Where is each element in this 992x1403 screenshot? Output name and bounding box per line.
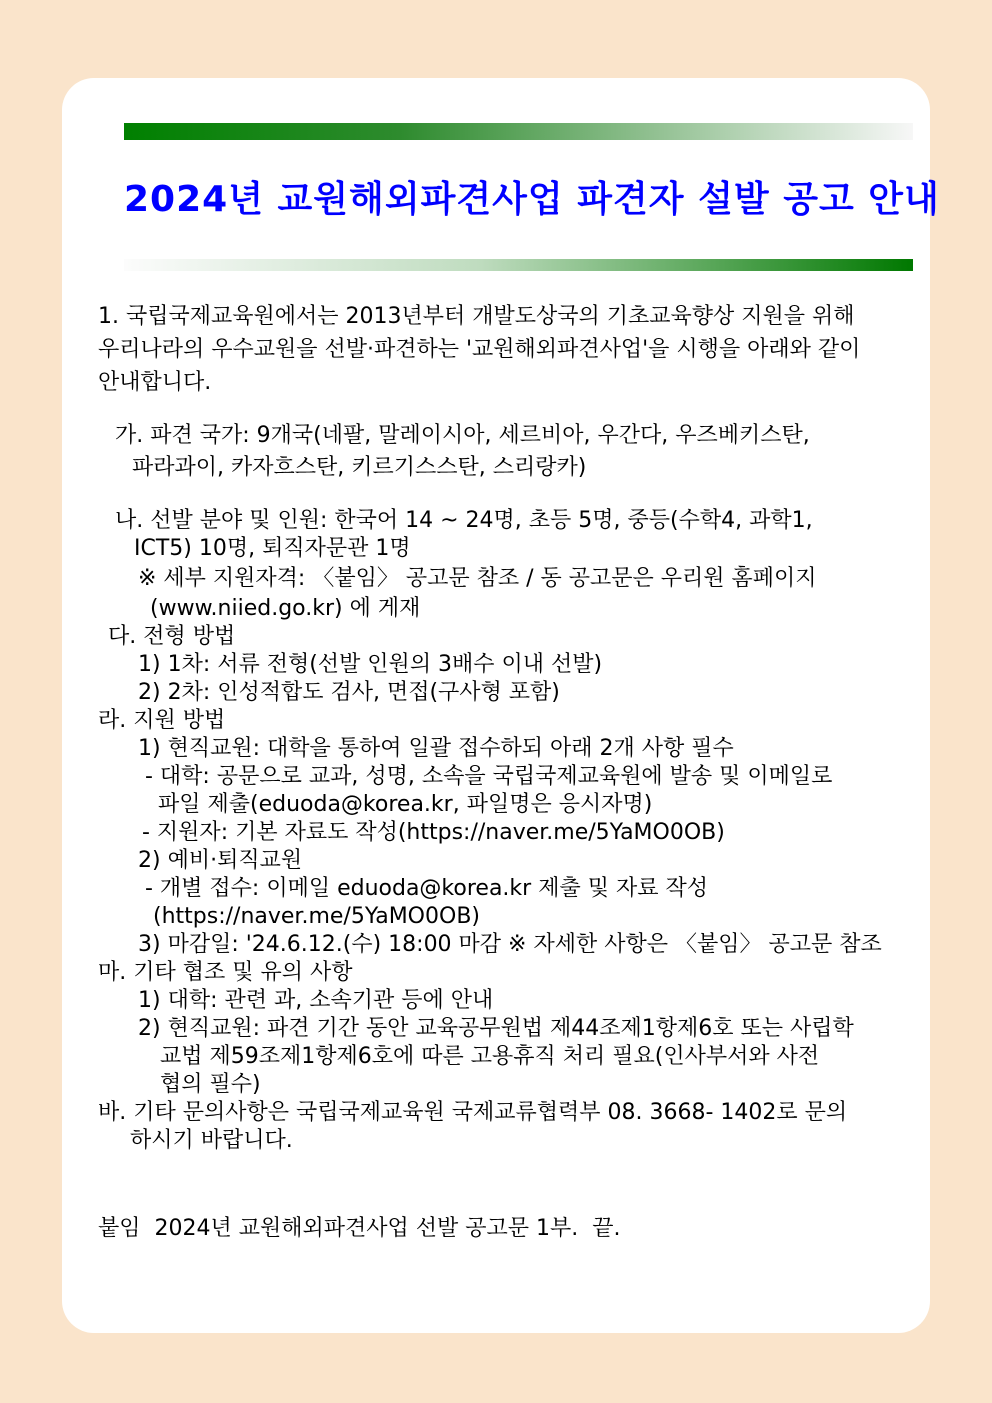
body-line: (www.niied.go.kr) 에 게재: [150, 596, 421, 621]
body-line: ※ 세부 지원자격: 〈붙임〉 공고문 참조 / 동 공고문은 우리원 홈페이지: [138, 566, 817, 591]
body-line: - 개별 접수: 이메일 eduoda@korea.kr 제출 및 자료 작성: [145, 876, 708, 901]
body-line: 나. 선발 분야 및 인원: 한국어 14 ~ 24명, 초등 5명, 중등(수학4, 과학1,: [115, 508, 813, 533]
body-line: 붙임 2024년 교원해외파견사업 선발 공고문 1부. 끝.: [98, 1216, 621, 1241]
body-line: 1) 1차: 서류 전형(선발 인원의 3배수 이내 선발): [138, 652, 603, 677]
document-body: [98, 303, 904, 1243]
body-line: ICT5) 10명, 퇴직자문관 1명: [134, 536, 411, 561]
body-line: 마. 기타 협조 및 유의 사항: [98, 960, 353, 985]
body-line: 3) 마감일: '24.6.12.(수) 18:00 마감 ※ 자세한 사항은 〈붙임〉 공고문 참조: [138, 932, 882, 957]
body-line: 2) 2차: 인성적합도 검사, 면접(구사형 포함): [138, 680, 560, 705]
page-title: 2024년 교원해외파견사업 파견자 설발 공고 안내: [124, 179, 940, 220]
body-line: 교법 제59조제1항제6호에 따른 고용휴직 처리 필요(인사부서와 사전: [160, 1044, 820, 1069]
body-line: 안내합니다.: [98, 370, 212, 395]
body-line: 협의 필수): [160, 1072, 261, 1097]
body-line: 파라과이, 카자흐스탄, 키르기스스탄, 스리랑카): [132, 455, 587, 480]
body-line: 라. 지원 방법: [98, 708, 226, 733]
header-gradient-bar-bottom: [124, 259, 913, 271]
body-line: - 지원자: 기본 자료도 작성(https://naver.me/5YaMO0OB): [142, 820, 725, 845]
body-line: 1. 국립국제교육원에서는 2013년부터 개발도상국의 기초교육향상 지원을 위해: [98, 304, 855, 329]
document-card: [62, 78, 940, 1333]
body-line: 바. 기타 문의사항은 국립국제교육원 국제교류협력부 08. 3668- 1402로 문의: [98, 1100, 848, 1125]
body-line: 우리나라의 우수교원을 선발·파견하는 '교원해외파견사업'을 시행을 아래와 같이: [98, 337, 861, 362]
body-line: 파일 제출(eduoda@korea.kr, 파일명은 응시자명): [158, 792, 653, 817]
body-line: 가. 파견 국가: 9개국(네팔, 말레이시아, 세르비아, 우간다, 우즈베키스탄,: [115, 423, 810, 448]
body-line: 1) 대학: 관련 과, 소속기관 등에 안내: [138, 988, 494, 1013]
body-line: - 대학: 공문으로 교과, 성명, 소속을 국립국제교육원에 발송 및 이메일로: [145, 764, 833, 789]
body-line: 1) 현직교원: 대학을 통하여 일괄 접수하되 아래 2개 사항 필수: [138, 736, 734, 761]
body-line: 하시기 바랍니다.: [130, 1128, 293, 1153]
body-line: 2) 예비·퇴직교원: [138, 848, 303, 873]
body-line: 다. 전형 방법: [108, 624, 236, 649]
body-line: 2) 현직교원: 파견 기간 동안 교육공무원법 제44조제1항제6호 또는 사립학: [138, 1016, 854, 1041]
body-line: (https://naver.me/5YaMO0OB): [153, 904, 480, 929]
header-gradient-bar-top: [124, 123, 913, 140]
